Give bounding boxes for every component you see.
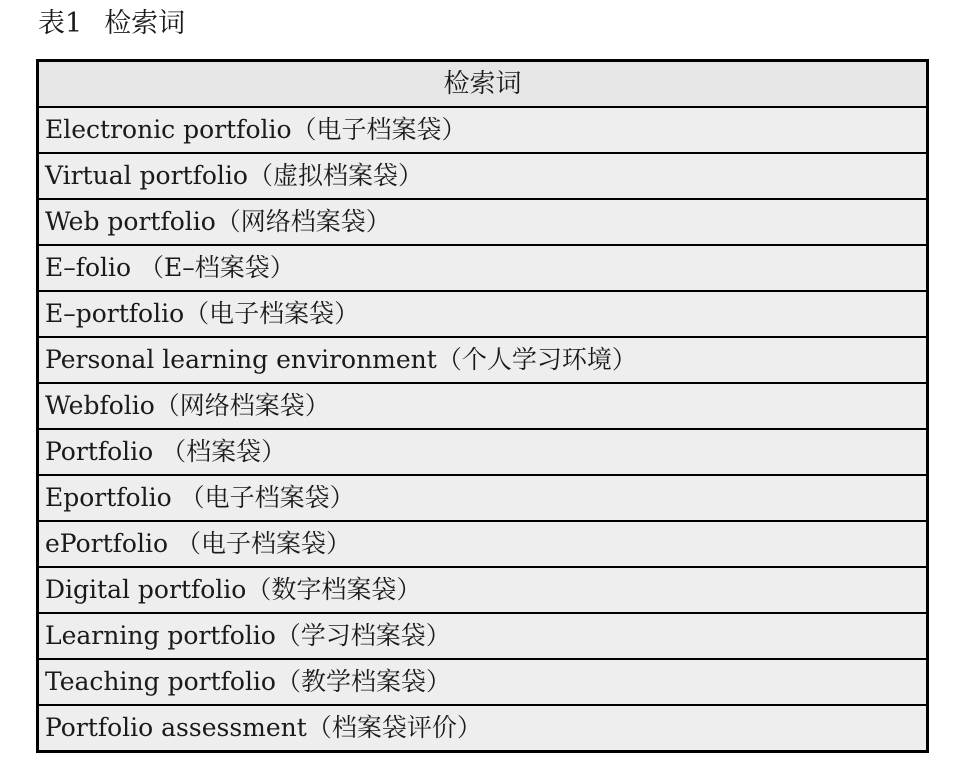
table-row: Webfolio（网络档案袋） [39,382,926,428]
table-row: Electronic portfolio（电子档案袋） [39,106,926,152]
table-row: E–portfolio（电子档案袋） [39,290,926,336]
table-row: Teaching portfolio（教学档案袋） [39,658,926,704]
table-row: Portfolio （档案袋） [39,428,926,474]
table-caption [38,6,185,42]
search-terms-table [36,59,929,753]
table-row: Portfolio assessment（档案袋评价） [39,704,926,750]
table-header-cell: 检索词 [39,62,926,106]
table-row: Eportfolio （电子档案袋） [39,474,926,520]
table-row: E–folio （E–档案袋） [39,244,926,290]
table-row: Learning portfolio（学习档案袋） [39,612,926,658]
table-row: Web portfolio（网络档案袋） [39,198,926,244]
table-row: Digital portfolio（数字档案袋） [39,566,926,612]
table-number: 表1 [38,8,83,39]
table-title: 检索词 [104,8,186,39]
table-row: Virtual portfolio（虚拟档案袋） [39,152,926,198]
table-row: Personal learning environment（个人学习环境） [39,336,926,382]
table-row: ePortfolio （电子档案袋） [39,520,926,566]
